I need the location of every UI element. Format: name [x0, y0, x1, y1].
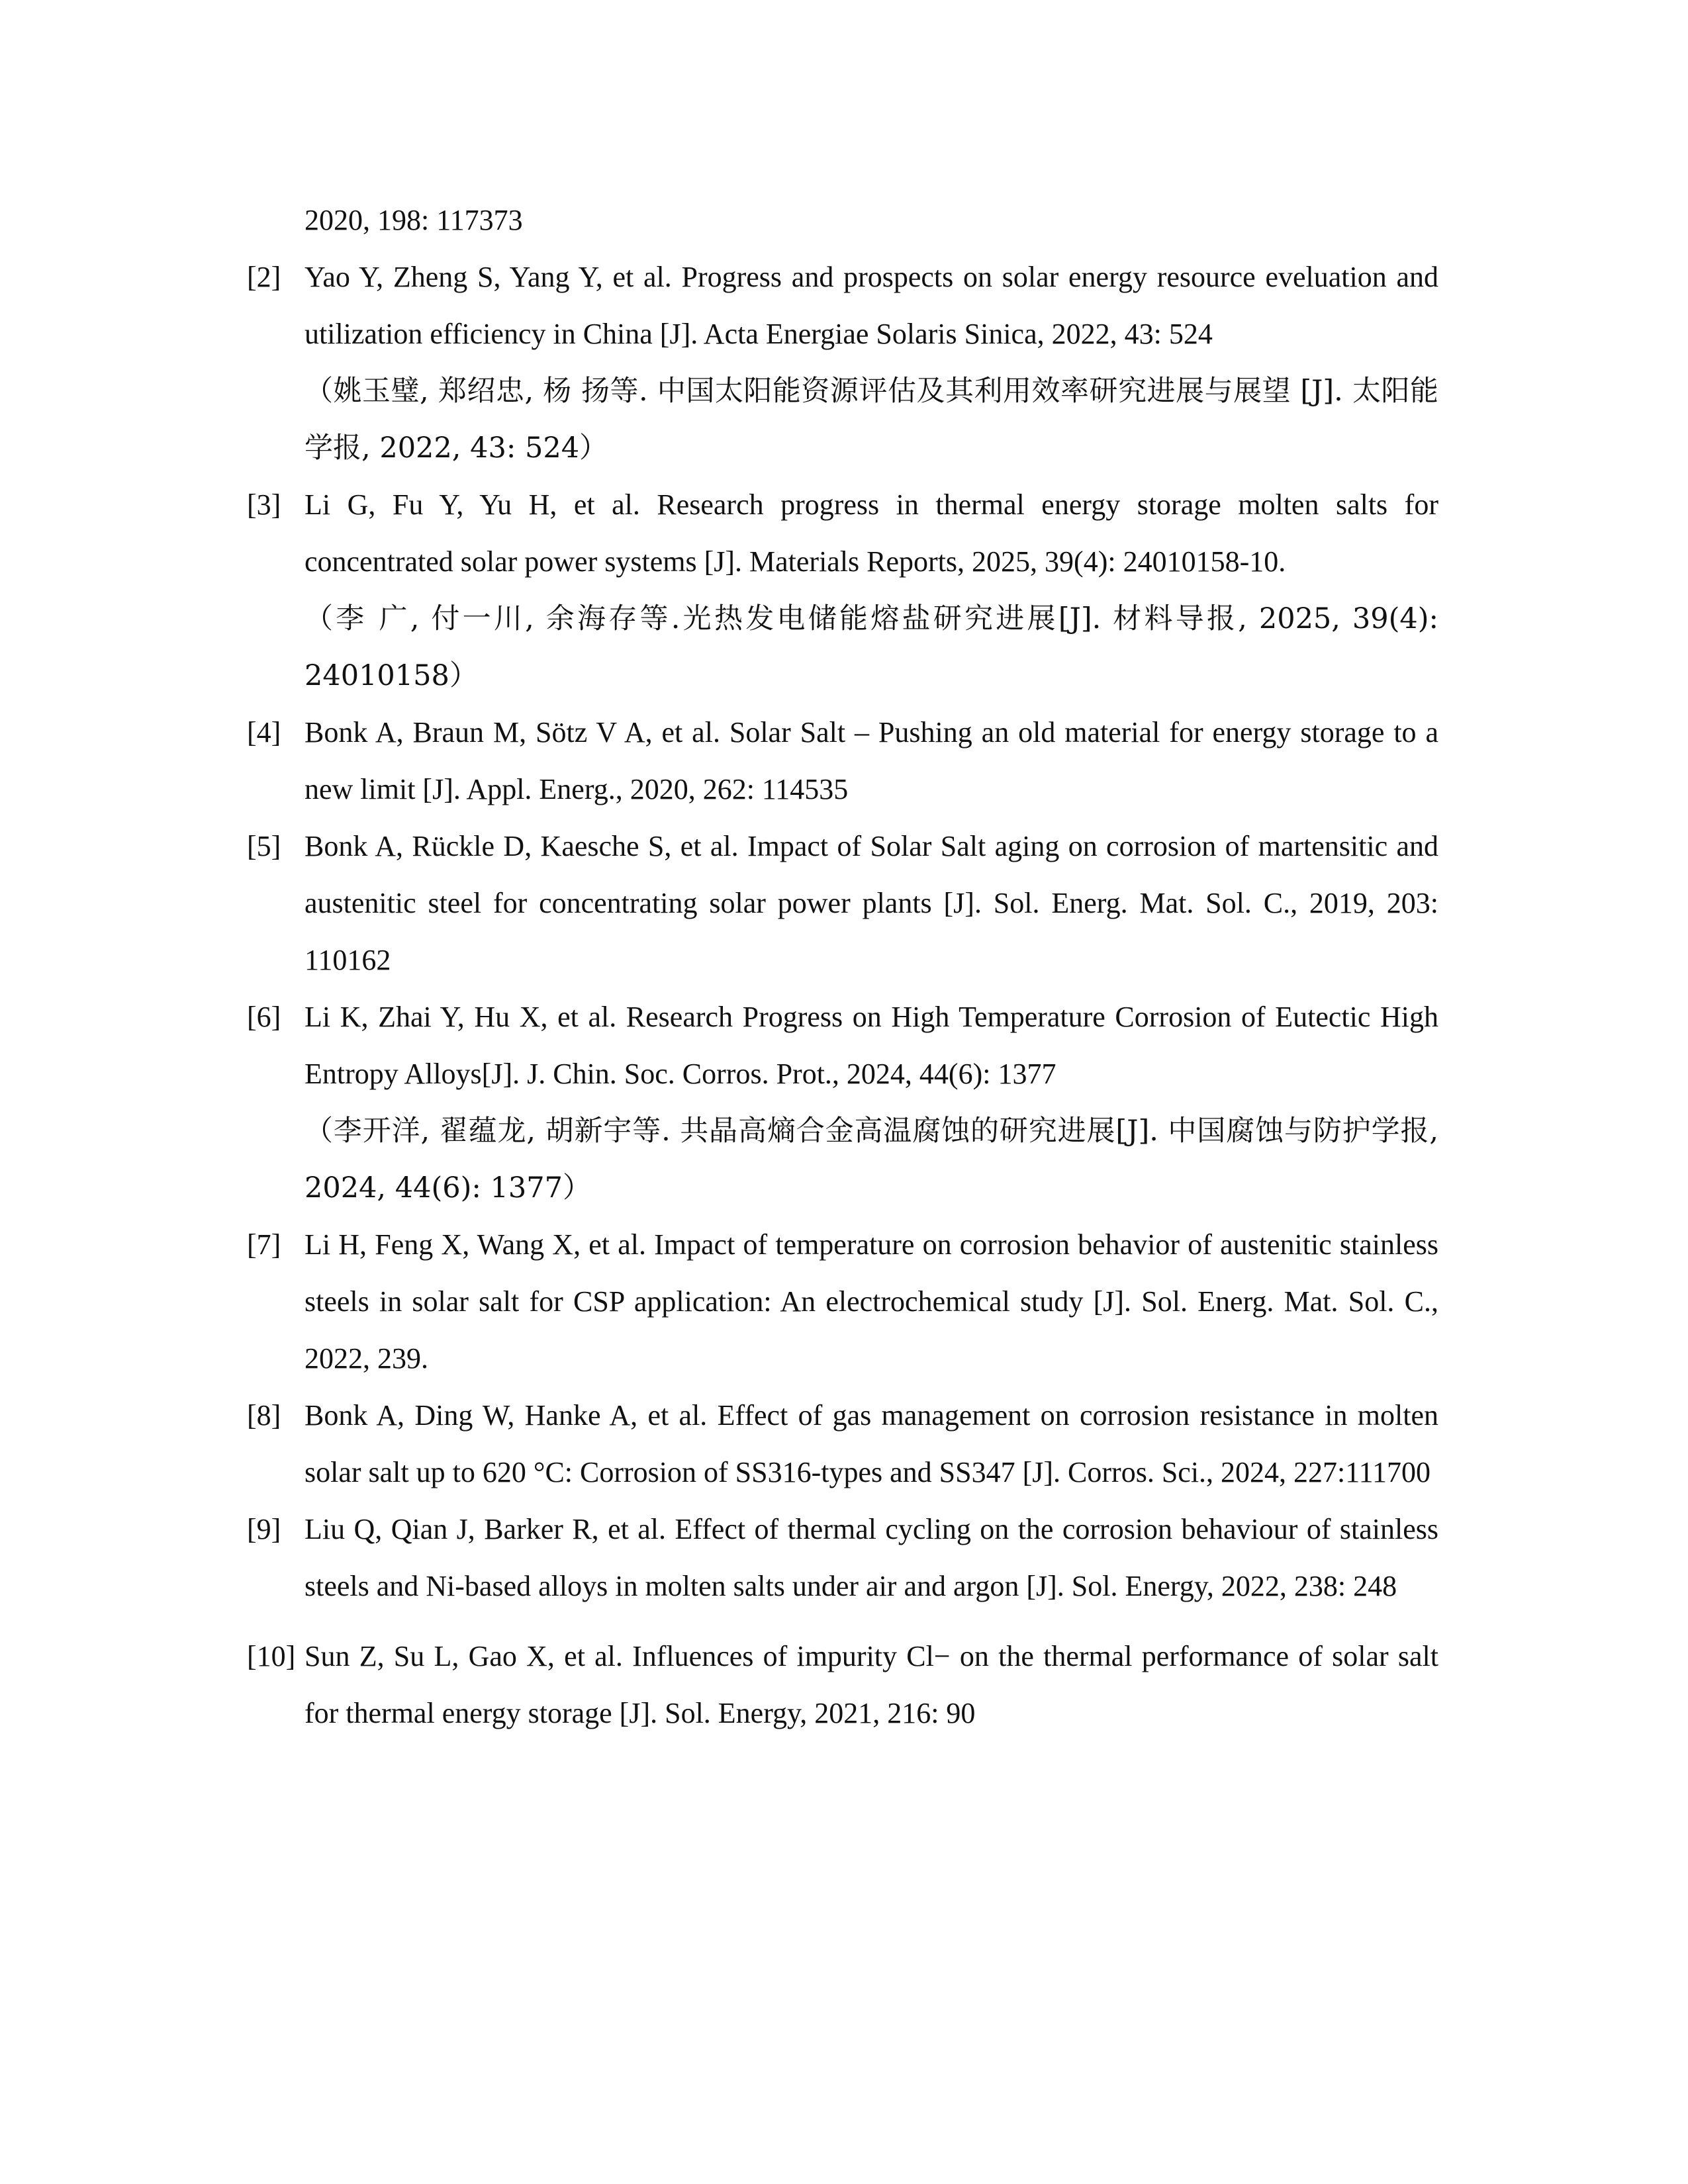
- reference-continuation: 2020, 198: 117373: [305, 204, 523, 236]
- reference-item: [247, 1501, 1438, 1615]
- reference-body: [305, 1216, 1438, 1387]
- reference-list: [247, 192, 1438, 1742]
- reference-number: [7]: [247, 1228, 281, 1261]
- reference-body: [305, 704, 1438, 818]
- reference-item: [247, 477, 1438, 704]
- reference-body: [305, 249, 1438, 477]
- reference-body: [305, 989, 1438, 1216]
- reference-body: [305, 1387, 1438, 1501]
- reference-item: [247, 989, 1438, 1216]
- reference-text: Li K, Zhai Y, Hu X, et al. Research Progress on High Temperature Corrosion of Eutectic High Entropy Alloys[J]. J. Chin. Soc. Corros. Prot., 2024, 44(6): 1377: [305, 1001, 1438, 1090]
- reference-body: [305, 1628, 1438, 1742]
- reference-item: [247, 818, 1438, 989]
- reference-text: Yao Y, Zheng S, Yang Y, et al. Progress and prospects on solar energy resource eveluation and utilization efficiency in China [J]. Acta Energiae Solaris Sinica, 2022, 43: 524: [305, 261, 1438, 350]
- reference-body: [305, 818, 1438, 989]
- reference-number: [10]: [247, 1640, 296, 1672]
- reference-number: [9]: [247, 1513, 281, 1545]
- reference-translation: （姚玉璧, 郑绍忠, 杨 扬等. 中国太阳能资源评估及其利用效率研究进展与展望 [J]. 太阳能学报, 2022, 43: 524）: [305, 375, 1438, 465]
- reference-number: [3]: [247, 488, 281, 521]
- reference-number: [4]: [247, 716, 281, 749]
- reference-item: [247, 1216, 1438, 1387]
- reference-item: [247, 704, 1438, 818]
- reference-number: [8]: [247, 1399, 281, 1432]
- reference-number: [2]: [247, 261, 281, 293]
- reference-body: [305, 1501, 1438, 1615]
- reference-translation: （李开洋, 翟蕴龙, 胡新宇等. 共晶高熵合金高温腐蚀的研究进展[J]. 中国腐蚀与防护学报, 2024, 44(6): 1377）: [305, 1115, 1438, 1205]
- reference-item: [247, 249, 1438, 477]
- reference-text: Li G, Fu Y, Yu H, et al. Research progress in thermal energy storage molten salts for concentrated solar power systems [J]. Materials Reports, 2025, 39(4): 24010158-10.: [305, 488, 1438, 578]
- reference-text: Bonk A, Braun M, Sötz V A, et al. Solar Salt – Pushing an old material for energy storage to a new limit [J]. Appl. Energ., 2020, 262: 114535: [305, 716, 1438, 805]
- reference-number: [5]: [247, 830, 281, 862]
- reference-text: Sun Z, Su L, Gao X, et al. Influences of impurity Cl− on the thermal performance of solar salt for thermal energy storage [J]. Sol. Energy, 2021, 216: 90: [305, 1640, 1438, 1729]
- reference-text: Li H, Feng X, Wang X, et al. Impact of temperature on corrosion behavior of austenitic stainless steels in solar salt for CSP application: An electrochemical study [J]. Sol. Energ. Mat. Sol. C., 2022, 239.: [305, 1228, 1438, 1375]
- reference-body: [305, 477, 1438, 704]
- reference-text: Bonk A, Ding W, Hanke A, et al. Effect of gas management on corrosion resistance in molten solar salt up to 620 °C: Corrosion of SS316-types and SS347 [J]. Corros. Sci., 2024, 227:111700: [305, 1399, 1438, 1488]
- reference-number: [6]: [247, 1001, 281, 1033]
- reference-item: [247, 1628, 1438, 1742]
- reference-text: Liu Q, Qian J, Barker R, et al. Effect of thermal cycling on the corrosion behaviour of stainless steels and Ni-based alloys in molten salts under air and argon [J]. Sol. Energy, 2022, 238: 248: [305, 1513, 1438, 1602]
- reference-text: Bonk A, Rückle D, Kaesche S, et al. Impact of Solar Salt aging on corrosion of martensitic and austenitic steel for concentrating solar power plants [J]. Sol. Energ. Mat. Sol. C., 2019, 203: 110162: [305, 830, 1438, 976]
- reference-item: [247, 1387, 1438, 1501]
- reference-translation: （李 广, 付一川, 余海存等.光热发电储能熔盐研究进展[J]. 材料导报, 2025, 39(4): 24010158）: [305, 602, 1438, 692]
